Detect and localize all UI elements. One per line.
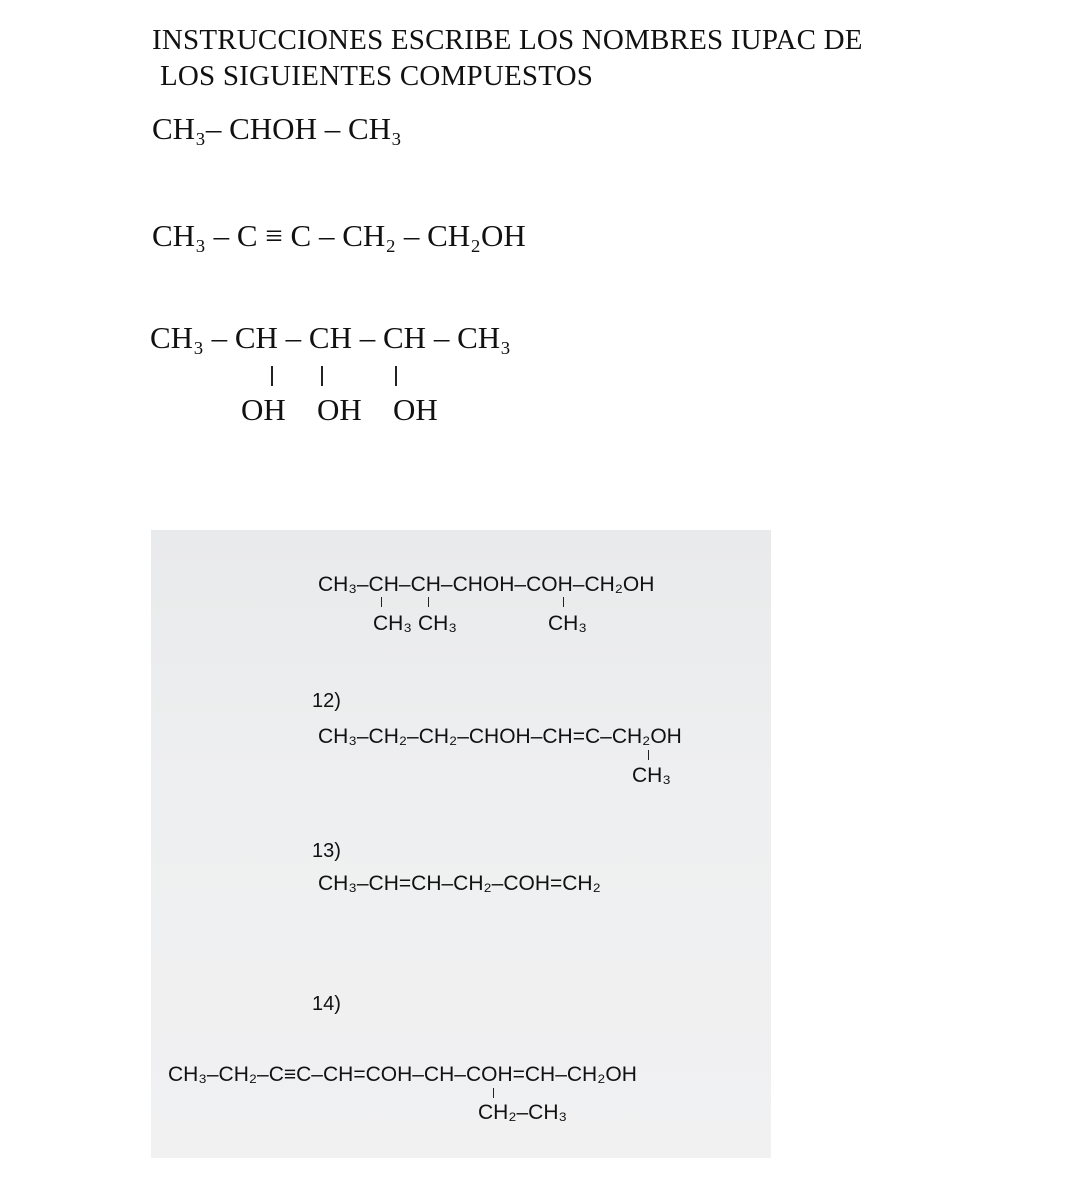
formula-14-label: 14) [312, 993, 341, 1015]
compound-3-substituent-2: OH [317, 392, 362, 427]
formula-11-main: CH₃–CH–CH–CHOH–COH–CH₂OH [318, 573, 655, 596]
formula-12-main: CH₃–CH₂–CH₂–CHOH–CH=C–CH₂OH [318, 725, 682, 748]
compound-3-substituent-3: OH [393, 392, 438, 427]
compound-3-bond-1 [271, 366, 273, 386]
formula-12-label: 12) [312, 690, 341, 712]
compound-3-formula: CH₃ – CH – CH – CH – CH₃ [150, 320, 511, 355]
instructions-line-1: INSTRUCCIONES ESCRIBE LOS NOMBRES IUPAC DE [152, 24, 863, 56]
formula-11-bond-1 [381, 597, 382, 607]
formula-11-bond-3 [563, 597, 564, 607]
compound-3-substituent-1: OH [241, 392, 286, 427]
formula-14-bond [493, 1088, 494, 1098]
formula-14-main: CH₃–CH₂–C≡C–CH=COH–CH–COH=CH–CH₂OH [168, 1063, 637, 1086]
formula-12-substituent: CH₃ [632, 764, 671, 787]
formula-11-substituent-2: CH₃ [418, 612, 457, 635]
compound-3-bond-3 [395, 366, 397, 386]
instructions-line-2: LOS SIGUIENTES COMPUESTOS [160, 60, 594, 92]
compound-2-formula: CH₃ – C ≡ C – CH₂ – CH₂OH [152, 218, 526, 253]
compound-3-bond-2 [321, 366, 323, 386]
formula-13-label: 13) [312, 840, 341, 862]
formula-12-bond [648, 750, 649, 760]
formula-13-main: CH₃–CH=CH–CH₂–COH=CH₂ [318, 872, 601, 895]
formula-11-bond-2 [428, 597, 429, 607]
compound-1-formula: CH₃– CHOH – CH₃ [152, 111, 402, 146]
formula-11-substituent-3: CH₃ [548, 612, 587, 635]
formula-11-substituent-1: CH₃ [373, 612, 412, 635]
formula-14-substituent: CH₂–CH₃ [478, 1101, 568, 1124]
